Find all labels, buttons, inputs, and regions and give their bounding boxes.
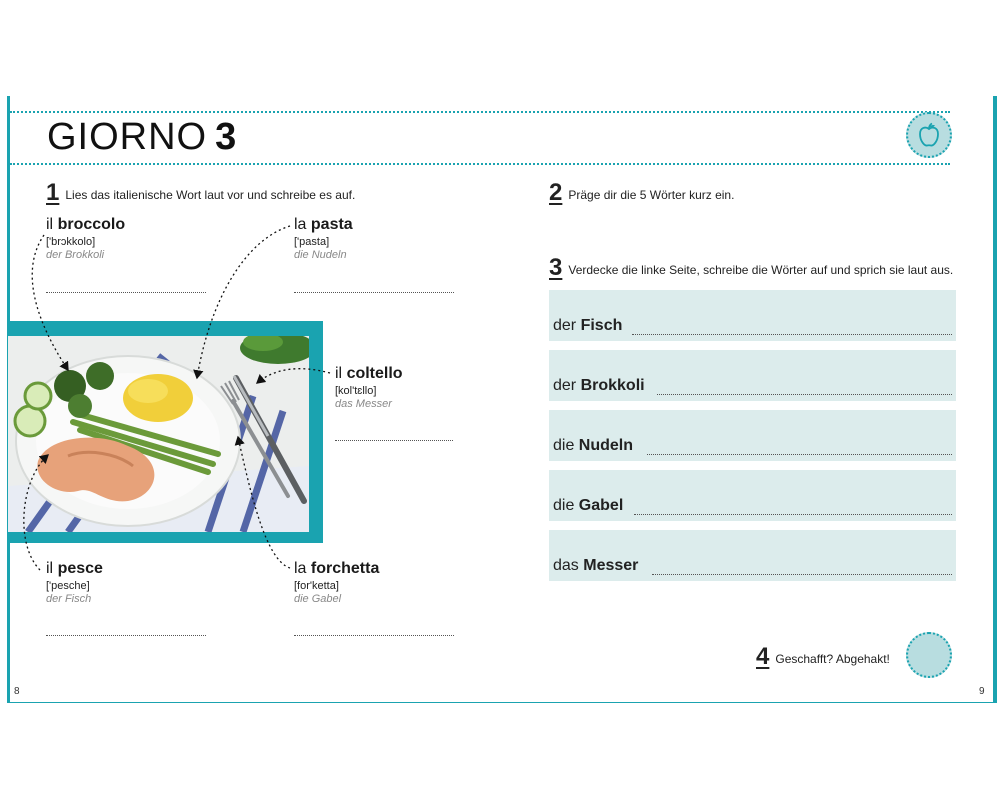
answer-write-line[interactable] (632, 334, 952, 335)
italian-word: il broccolo (46, 216, 126, 233)
phonetic: ['pasta] (294, 236, 330, 248)
italian-word: il pesce (46, 560, 103, 577)
translation: die Nudeln (294, 249, 347, 261)
instruction-text: Präge dir die 5 Wörter kurz ein. (568, 188, 735, 202)
translation: der Fisch (46, 593, 92, 605)
italian-word: il coltello (335, 365, 403, 382)
step-number-4: 4 (756, 643, 770, 670)
instruction-text: Geschafft? Abgehakt! (775, 652, 890, 666)
phonetic: ['pesche] (46, 580, 90, 592)
step-number-3: 3 (549, 254, 563, 281)
italian-word: la pasta (294, 216, 353, 233)
phonetic: ['brɔkkolo] (46, 236, 96, 248)
page-number-left: 8 (14, 686, 20, 697)
instruction-text: Lies das italienische Wort laut vor und schreibe es auf. (65, 188, 356, 202)
phonetic: [kol'tɛllo] (335, 385, 377, 397)
answer-box[interactable] (549, 470, 956, 521)
exercise-4-instruction (756, 643, 890, 671)
exercise-3-instruction (549, 254, 953, 282)
answer-write-line[interactable] (657, 394, 952, 395)
answer-label: die Gabel (553, 497, 624, 514)
answer-write-line[interactable] (647, 454, 952, 455)
phonetic: [for'ketta] (294, 580, 339, 592)
exercise-2-instruction (549, 179, 734, 207)
answer-box[interactable] (549, 410, 956, 461)
step-number-2: 2 (549, 179, 563, 206)
answer-label: das Messer (553, 557, 639, 574)
answer-label: der Brokkoli (553, 377, 645, 394)
step-number-1: 1 (46, 179, 60, 206)
answer-write-line[interactable] (652, 574, 952, 575)
translation: der Brokkoli (46, 249, 105, 261)
title-number: 3 (215, 116, 238, 158)
translation: die Gabel (294, 593, 342, 605)
page-number-right: 9 (979, 686, 985, 697)
answer-box[interactable] (549, 350, 956, 401)
answer-box[interactable] (549, 530, 956, 581)
instruction-text: Verdecke die linke Seite, schreibe die Wörter auf und sprich sie laut aus. (568, 263, 954, 277)
answer-box[interactable] (549, 290, 956, 341)
checkbox-circle[interactable] (906, 632, 952, 678)
answer-label: die Nudeln (553, 437, 634, 454)
answer-label: der Fisch (553, 317, 623, 334)
italian-word: la forchetta (294, 560, 380, 577)
answer-write-line[interactable] (634, 514, 952, 515)
title-word: GIORNO (47, 116, 208, 158)
translation: das Messer (335, 398, 392, 410)
